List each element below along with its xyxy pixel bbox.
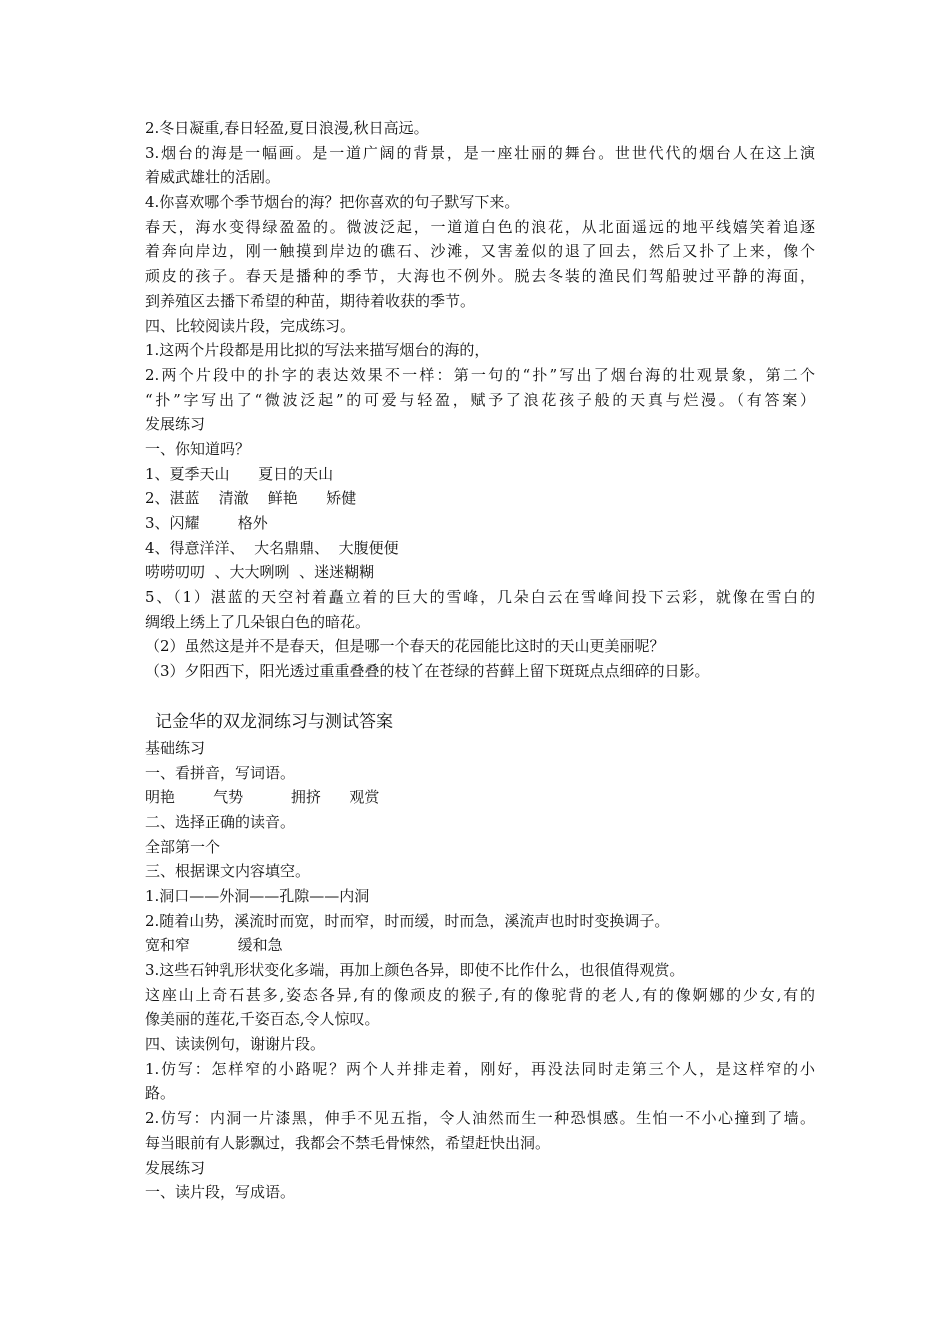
text-line: 4.你喜欢哪个季节烟台的海？把你喜欢的句子默写下来。 bbox=[145, 193, 520, 212]
text-line: 这座山上奇石甚多,姿态各异,有的像顽皮的猴子,有的像驼背的老人,有的像婀娜的少女,有的 bbox=[145, 985, 815, 1004]
text-line: 像美丽的莲花,千姿百态,令人惊叹。 bbox=[145, 1010, 380, 1029]
text-line: 1.仿写：怎样窄的小路呢？两个人并排走着，刚好，再没法同时走第三个人，是这样窄的小 bbox=[145, 1059, 815, 1078]
text-line: 1、夏季天山 夏日的天山 bbox=[145, 464, 334, 483]
text-line: 路。 bbox=[145, 1084, 176, 1103]
text-line: 2.随着山势，溪流时而宽，时而窄，时而缓，时而急，溪流声也时时变换调子。 bbox=[145, 911, 670, 930]
text-line: 5、（1）湛蓝的天空衬着矗立着的巨大的雪峰，几朵白云在雪峰间投下云彩，就像在雪白的 bbox=[145, 588, 815, 607]
text-line: 2.冬日凝重,春日轻盈,夏日浪漫,秋日高远。 bbox=[145, 119, 429, 137]
text-line: 唠唠叨叨 、大大咧咧 、迷迷糊糊 bbox=[145, 563, 375, 582]
text-line: 一、你知道吗？ bbox=[145, 439, 251, 458]
text-line: 四、比较阅读片段，完成练习。 bbox=[145, 316, 356, 335]
text-line: 1.洞口——外洞——孔隙——内洞 bbox=[145, 886, 370, 905]
text-line: 绸缎上绣上了几朵银白色的暗花。 bbox=[145, 612, 371, 631]
text-line: 三、根据课文内容填空。 bbox=[145, 862, 311, 881]
text-line: 4、得意洋洋、 大名鼎鼎、 大腹便便 bbox=[145, 538, 399, 557]
text-line: 顽皮的孩子。春天是播种的季节，大海也不例外。脱去冬装的渔民们驾船驶过平静的海面， bbox=[145, 267, 815, 286]
text-line: 基础练习 bbox=[145, 738, 206, 757]
text-line: 2.仿写：内洞一片漆黑，伸手不见五指，令人油然而生一种恐惧感。生怕一不小心撞到了墙。 bbox=[145, 1109, 815, 1128]
text-line: 二、选择正确的读音。 bbox=[145, 812, 296, 831]
answer-section-shuanglong-cave bbox=[145, 736, 815, 1205]
section-title: 记金华的双龙洞练习与测试答案 bbox=[155, 711, 393, 732]
text-line: 3.这些石钟乳形状变化多端，再加上颜色各异，即使不比作什么，也很值得观赏。 bbox=[145, 961, 685, 979]
text-line: 3.烟台的海是一幅画。是一道广阔的背景，是一座壮丽的舞台。世世代代的烟台人在这上演 bbox=[145, 143, 815, 162]
text-line: 1.这两个片段都是用比拟的写法来描写烟台的海的， bbox=[145, 341, 490, 360]
text-line: （3）夕阳西下，阳光透过重重叠叠的枝丫在苍绿的苔藓上留下斑斑点点细碎的日影。 bbox=[145, 662, 710, 681]
text-line: 2、湛蓝 清澈 鲜艳 矫健 bbox=[145, 489, 357, 508]
text-line: 每当眼前有人影飘过，我都会不禁毛骨悚然，希望赶快出洞。 bbox=[145, 1133, 551, 1152]
text-line: （2）虽然这是并不是春天，但是哪一个春天的花园能比这时的天山更美丽呢？ bbox=[145, 637, 665, 656]
text-line: 一、读片段，写成语。 bbox=[145, 1183, 296, 1202]
text-line: 全部第一个 bbox=[145, 837, 221, 856]
section-gap bbox=[145, 684, 815, 708]
text-line: 到养殖区去播下希望的种苗，期待着收获的季节。 bbox=[145, 291, 476, 310]
text-line: 着威武雄壮的活剧。 bbox=[145, 168, 281, 187]
document-page bbox=[145, 116, 815, 1205]
text-line: 着奔向岸边，刚一触摸到岸边的礁石、沙滩，又害羞似的退了回去，然后又扑了上来，像个 bbox=[145, 242, 815, 261]
text-line: 发展练习 bbox=[145, 415, 206, 434]
text-line: 春天，海水变得绿盈盈的。微波泛起，一道道白色的浪花，从北面遥远的地平线嬉笑着追逐 bbox=[145, 217, 815, 236]
text-line: 宽和窄 缓和急 bbox=[145, 936, 283, 955]
text-line: 3、闪耀 格外 bbox=[145, 514, 268, 532]
text-line: 发展练习 bbox=[145, 1158, 206, 1177]
text-line: 一、看拼音，写词语。 bbox=[145, 763, 296, 782]
text-line: 四、读读例句，谢谢片段。 bbox=[145, 1035, 326, 1054]
text-line: 2.两个片段中的扑字的表达效果不一样：第一句的“扑”写出了烟台海的壮观景象，第二个 bbox=[145, 365, 815, 384]
text-line: 明艳 气势 拥挤 观赏 bbox=[145, 788, 380, 807]
answer-section-yantai-sea bbox=[145, 116, 815, 684]
text-line: “扑”字写出了“微波泛起”的可爱与轻盈，赋予了浪花孩子般的天真与烂漫。（有答案） bbox=[145, 390, 815, 409]
